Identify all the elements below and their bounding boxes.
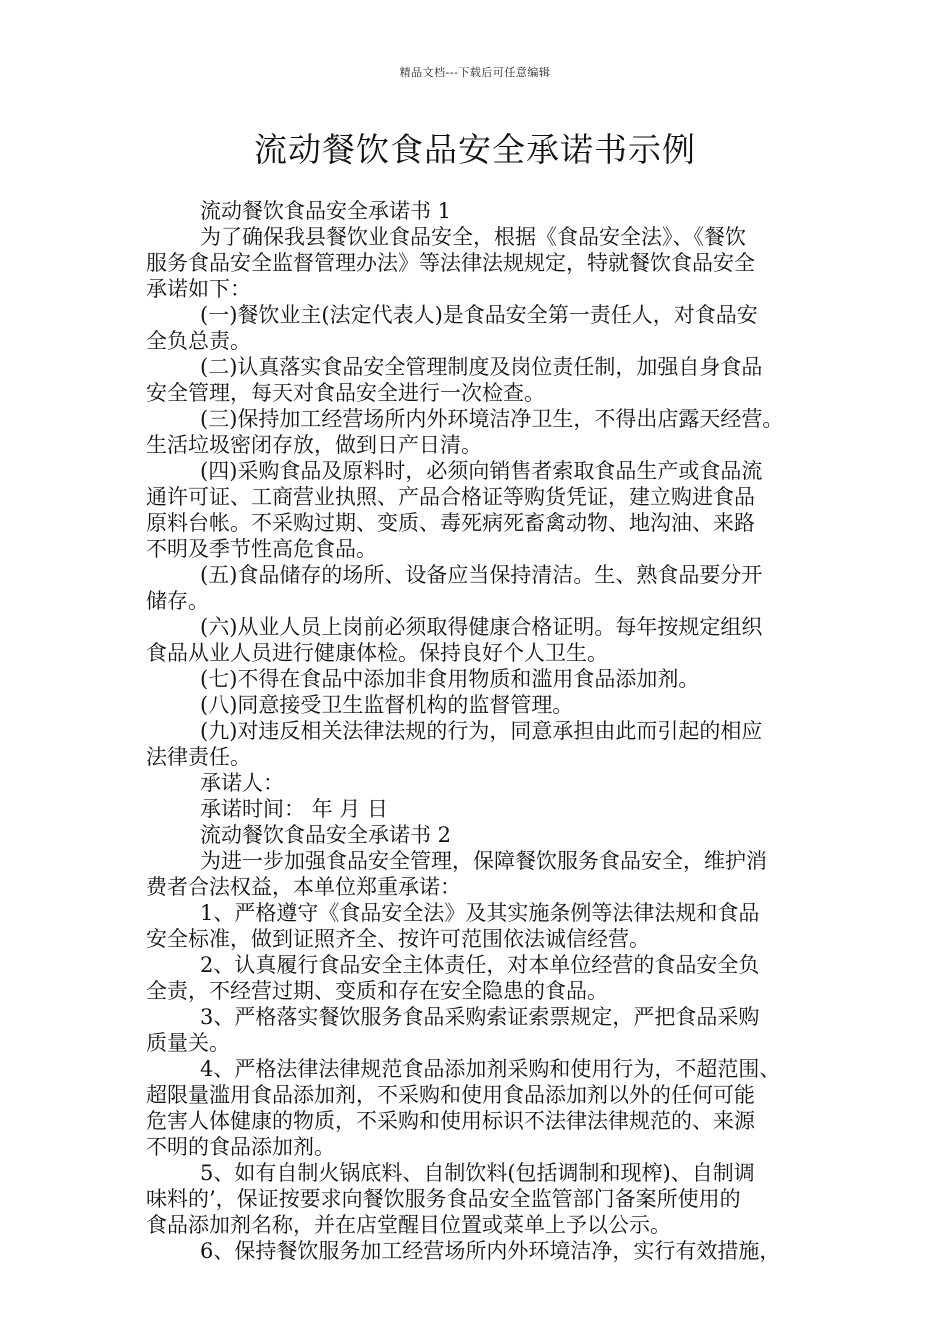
body-text-line: (一)餐饮业主(法定代表人)是食品安全第一责任人，对食品安 [200, 303, 758, 327]
body-text-line: 超限量滥用食品添加剂，不采购和使用食品添加剂以外的任何可能 [146, 1083, 755, 1107]
body-text-line: 服务食品安全监督管理办法》等法律法规规定，特就餐饮食品安全 [146, 251, 755, 275]
body-text-line: 食品添加剂名称，并在店堂醒目位置或菜单上予以公示。 [146, 1213, 671, 1237]
body-text-line: 不明及季节性高危食品。 [146, 537, 377, 561]
body-text-line: 承诺如下： [146, 277, 251, 301]
body-text-line: 全负总责。 [146, 329, 251, 353]
body-text-line: 流动餐饮食品安全承诺书 2 [200, 823, 452, 847]
body-text-line: 4、严格法律法律规范食品添加剂采购和使用行为，不超范围、 [200, 1057, 781, 1081]
body-text-line: 通许可证、工商营业执照、产品合格证等购货凭证，建立购进食品 [146, 485, 755, 509]
body-text-line: (三)保持加工经营场所内外环境洁净卫生，不得出店露天经营。 [200, 407, 784, 431]
body-text-line: 安全管理，每天对食品安全进行一次检查。 [146, 381, 545, 405]
body-text-line: 承诺人： [200, 771, 284, 795]
body-text-line: (六)从业人员上岗前必须取得健康合格证明。每年按规定组织 [200, 615, 763, 639]
body-text-line: 3、严格落实餐饮服务食品采购索证索票规定，严把食品采购 [200, 1005, 760, 1029]
body-text-line: 不明的食品添加剂。 [146, 1135, 335, 1159]
body-text-line: 味料的’，保证按要求向餐饮服务食品安全监管部门备案所使用的 [146, 1187, 741, 1211]
body-text-line: 为了确保我县餐饮业食品安全，根据《食品安全法》、《餐饮 [200, 225, 746, 249]
body-text-line: 承诺时间： 年 月 日 [200, 797, 389, 821]
body-text-line: 6、保持餐饮服务加工经营场所内外环境洁净，实行有效措施， [200, 1239, 781, 1263]
body-text-line: 流动餐饮食品安全承诺书 1 [200, 199, 452, 223]
body-text-line: 食品从业人员进行健康体检。保持良好个人卫生。 [146, 641, 608, 665]
body-text-line: 费者合法权益，本单位郑重承诺： [146, 875, 461, 899]
body-text-line: (二)认真落实食品安全管理制度及岗位责任制，加强自身食品 [200, 355, 763, 379]
page-header-note: 精品文档---下载后可任意编辑 [399, 66, 551, 79]
body-text-line: 危害人体健康的物质，不采购和使用标识不法律法律规范的、来源 [146, 1109, 755, 1133]
body-text-line: 1、严格遵守《食品安全法》及其实施条例等法律法规和食品 [200, 901, 760, 925]
body-text-line: 质量关。 [146, 1031, 230, 1055]
body-text-line: 原料台帐。不采购过期、变质、毒死病死畜禽动物、地沟油、来路 [146, 511, 755, 535]
document-body [146, 198, 814, 1264]
body-text-line: (五)食品储存的场所、设备应当保持清洁。生、熟食品要分开 [200, 563, 763, 587]
body-text-line: 为进一步加强食品安全管理，保障餐饮服务食品安全，维护消 [200, 849, 767, 873]
document-title: 流动餐饮食品安全承诺书示例 [254, 130, 696, 169]
body-text-line: (八)同意接受卫生监督机构的监督管理。 [200, 693, 574, 717]
body-text-line: (七)不得在食品中添加非食用物质和滥用食品添加剂。 [200, 667, 700, 691]
body-text-line: 储存。 [146, 589, 209, 613]
body-text-line: 法律责任。 [146, 745, 251, 769]
body-text-line: 安全标准，做到证照齐全、按许可范围依法诚信经营。 [146, 927, 650, 951]
body-text-line: 全责，不经营过期、变质和存在安全隐患的食品。 [146, 979, 608, 1003]
body-text-line: 2、认真履行食品安全主体责任，对本单位经营的食品安全负 [200, 953, 760, 977]
body-text-line: 5、如有自制火锅底料、自制饮料(包括调制和现榨)、自制调 [200, 1161, 755, 1185]
body-text-line: (九)对违反相关法律法规的行为，同意承担由此而引起的相应 [200, 719, 763, 743]
body-text-line: (四)采购食品及原料时，必须向销售者索取食品生产或食品流 [200, 459, 763, 483]
body-text-line: 生活垃圾密闭存放，做到日产日清。 [146, 433, 482, 457]
